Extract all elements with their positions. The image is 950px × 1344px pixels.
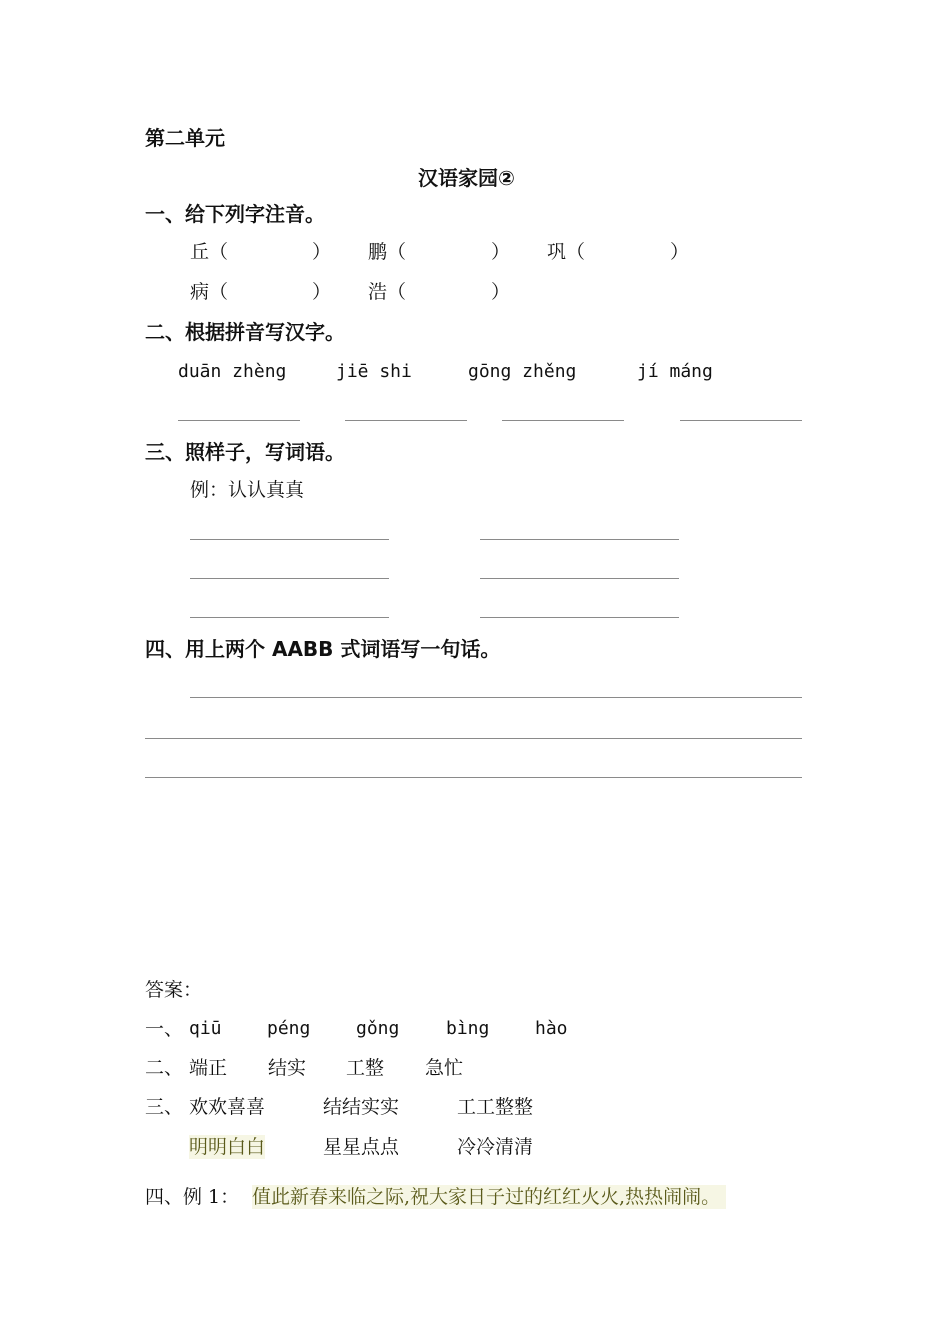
unit-heading: 第二单元 [145, 126, 225, 150]
q3-heading: 三、照样子，写词语。 [145, 440, 345, 464]
q1-close-paren: ） [491, 281, 511, 303]
answer3-item: 星星点点 [323, 1136, 400, 1158]
answer2-prefix: 二、 [145, 1057, 184, 1079]
answer1-item: qiū [189, 1018, 222, 1039]
q4-answer-line [145, 738, 802, 739]
answer3-item: 明明白白 [189, 1136, 266, 1158]
page-title: 汉语家园② [418, 166, 515, 190]
answer3-item: 结结实实 [323, 1096, 400, 1118]
q2-answer-line [502, 420, 624, 421]
q3-answer-line [190, 578, 389, 579]
q3-answer-line [190, 539, 389, 540]
q3-answer-line [480, 617, 679, 618]
q3-example: 例：认认真真 [190, 479, 305, 501]
q1-char-bing: 病（ [190, 281, 229, 303]
q1-heading: 一、给下列字注音。 [145, 202, 325, 226]
q1-char-qiu: 丘（ [190, 241, 229, 263]
q2-pinyin-gongzheng: gōng zhěng [468, 361, 577, 382]
answer3-prefix: 三、 [145, 1096, 184, 1118]
answer4-prefix: 四、例 1： [145, 1186, 240, 1208]
q4-answer-line [190, 697, 802, 698]
answer4-sentence: 值此新春来临之际,祝大家日子过的红红火火,热热闹闹。 [252, 1185, 726, 1209]
answer2-item: 结实 [268, 1057, 307, 1079]
q2-heading: 二、根据拼音写汉字。 [145, 320, 345, 344]
q1-close-paren: ） [312, 241, 332, 263]
q4-heading: 四、用上两个 AABB 式词语写一句话。 [145, 637, 501, 661]
answer2-item: 工整 [346, 1057, 385, 1079]
answer1-item: hào [535, 1018, 568, 1039]
q3-answer-line [480, 539, 679, 540]
q3-answer-line [480, 578, 679, 579]
answer2-item: 急忙 [425, 1057, 464, 1079]
answer1-item: bìng [446, 1018, 490, 1039]
q1-char-gong: 巩（ [547, 241, 586, 263]
answer3-item: 欢欢喜喜 [189, 1096, 266, 1118]
q1-close-paren: ） [670, 241, 690, 263]
answer1-item: péng [267, 1018, 311, 1039]
q1-char-peng: 鹏（ [368, 241, 407, 263]
answer2-item: 端正 [189, 1057, 228, 1079]
q2-answer-line [680, 420, 802, 421]
q1-close-paren: ） [491, 241, 511, 263]
answer3-item: 冷冷清清 [457, 1136, 534, 1158]
q3-answer-line [190, 617, 389, 618]
answer1-prefix: 一、 [145, 1018, 184, 1040]
answers-label: 答案： [145, 979, 203, 1001]
q2-pinyin-jimang: jí máng [637, 361, 713, 382]
q2-answer-line [345, 420, 467, 421]
q4-answer-line [145, 777, 802, 778]
q2-answer-line [178, 420, 300, 421]
answer3-item: 工工整整 [457, 1096, 534, 1118]
q1-char-hao: 浩（ [368, 281, 407, 303]
q1-close-paren: ） [312, 281, 332, 303]
answer1-item: gǒng [356, 1018, 400, 1039]
q2-pinyin-jieshi: jiē shi [336, 361, 412, 382]
q2-pinyin-duanzheng: duān zhèng [178, 361, 287, 382]
